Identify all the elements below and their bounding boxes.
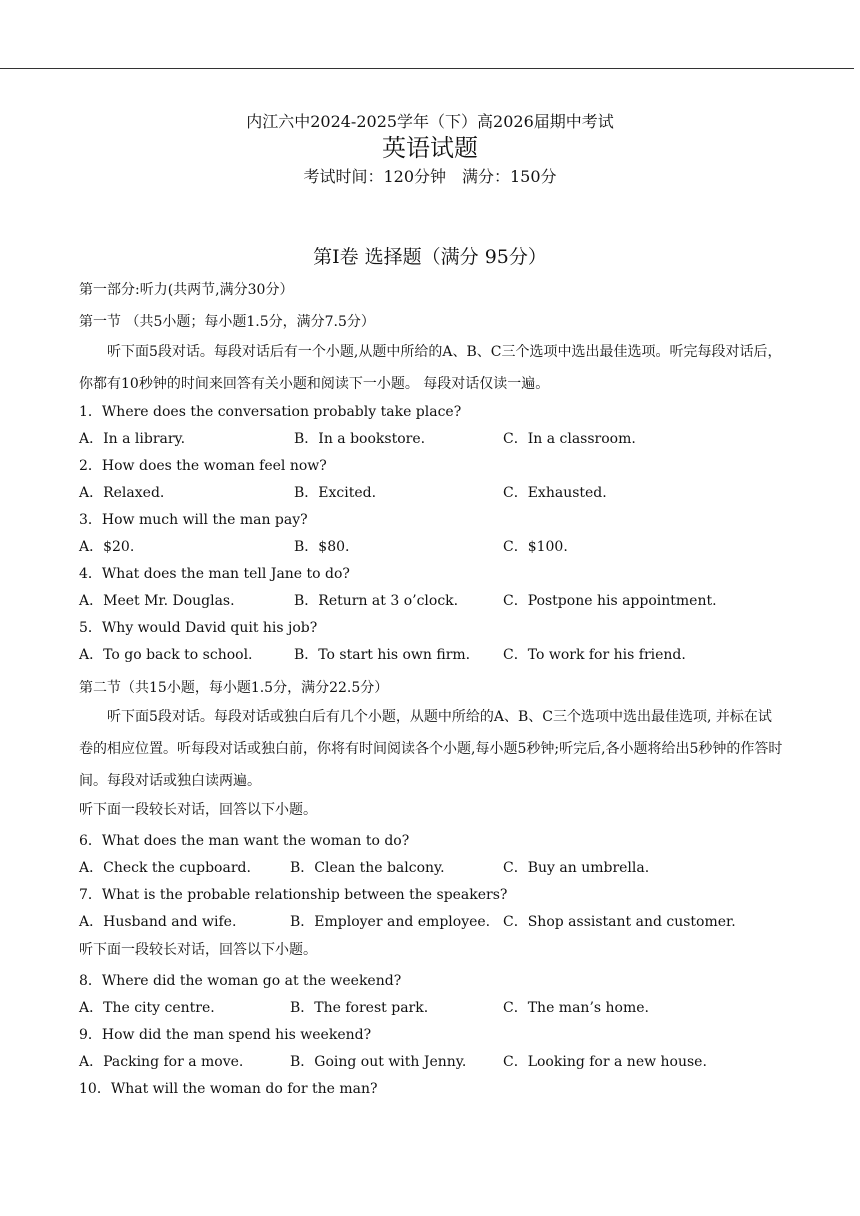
- question-stem: 6．What does the man want the woman to do?: [79, 833, 410, 849]
- option-a: A．The city centre.: [79, 1000, 215, 1016]
- option-b: B．Clean the balcony.: [290, 860, 445, 876]
- section-two-instructions: 听下面5段对话。每段对话或独白后有几个小题，从题中所给的A、B、C三个选项中选出最佳选项, 并标在试卷的相应位置。听每段对话或独白前，你将有时间阅读各个小题,每小题5秒钟;听完后,各小题将给出5秒钟的作答时间。每段对话或独白读两遍。: [79, 709, 783, 789]
- question-stem: 5．Why would David quit his job?: [79, 620, 318, 636]
- question-stem: 9．How did the man spend his weekend?: [79, 1027, 372, 1043]
- option-a: A．Meet Mr. Douglas.: [79, 593, 235, 609]
- long-dialogue-note: 听下面一段较长对话，回答以下小题。: [79, 942, 317, 958]
- section-one-heading: 第一节 （共5小题；每小题1.5分，满分7.5分）: [79, 314, 375, 330]
- question-stem: 4．What does the man tell Jane to do?: [79, 566, 350, 582]
- option-a: A．$20.: [79, 539, 135, 555]
- option-a: A．Relaxed.: [79, 485, 165, 501]
- option-b: B．$80.: [294, 539, 350, 555]
- question-stem: 2．How does the woman feel now?: [79, 458, 327, 474]
- option-b: B．In a bookstore.: [294, 431, 426, 447]
- option-a: A．Packing for a move.: [79, 1054, 244, 1070]
- option-b: B．Excited.: [294, 485, 377, 501]
- option-c: C．Postpone his appointment.: [503, 593, 717, 609]
- exam-info: 考试时间：120分钟 满分：150分: [303, 167, 557, 186]
- part-one-heading: 第一部分:听力(共两节,满分30分）: [79, 282, 294, 298]
- option-b: B．Employer and employee.: [290, 914, 491, 930]
- option-c: C．Looking for a new house.: [503, 1054, 707, 1070]
- top-rule: [0, 68, 854, 69]
- option-c: C．Exhausted.: [503, 485, 607, 501]
- option-c: C．In a classroom.: [503, 431, 636, 447]
- option-a: A．Check the cupboard.: [79, 860, 251, 876]
- section-two-heading: 第二节（共15小题，每小题1.5分，满分22.5分）: [79, 680, 389, 696]
- option-b: B．To start his own firm.: [294, 647, 471, 663]
- option-a: A．To go back to school.: [79, 647, 253, 663]
- option-c: C．The man’s home.: [503, 1000, 649, 1016]
- option-c: C．$100.: [503, 539, 568, 555]
- question-stem: 7．What is the probable relationship between the speakers?: [79, 887, 508, 903]
- option-b: B．The forest park.: [290, 1000, 429, 1016]
- subject-title: 英语试题: [382, 134, 478, 162]
- question-stem: 10．What will the woman do for the man?: [79, 1081, 378, 1097]
- question-stem: 3．How much will the man pay?: [79, 512, 308, 528]
- question-stem: 8．Where did the woman go at the weekend?: [79, 973, 402, 989]
- question-stem: 1．Where does the conversation probably take place?: [79, 404, 462, 420]
- school-line: 内江六中2024-2025学年（下）高2026届期中考试: [246, 112, 614, 131]
- option-c: C．To work for his friend.: [503, 647, 686, 663]
- option-c: C．Buy an umbrella.: [503, 860, 650, 876]
- option-a: A．In a library.: [79, 431, 186, 447]
- option-c: C．Shop assistant and customer.: [503, 914, 736, 930]
- volume-title: 第Ⅰ卷 选择题（满分 95分）: [313, 246, 547, 268]
- long-dialogue-note: 听下面一段较长对话，回答以下小题。: [79, 802, 317, 818]
- option-a: A．Husband and wife.: [79, 914, 237, 930]
- option-b: B．Going out with Jenny.: [290, 1054, 467, 1070]
- section-one-instructions: 听下面5段对话。每段对话后有一个小题,从题中所给的A、B、C三个选项中选出最佳选项。听完每段对话后，你都有10秒钟的时间来回答有关小题和阅读下一小题。 每段对话仅读一遍。: [79, 344, 782, 392]
- option-b: B．Return at 3 o’clock.: [294, 593, 459, 609]
